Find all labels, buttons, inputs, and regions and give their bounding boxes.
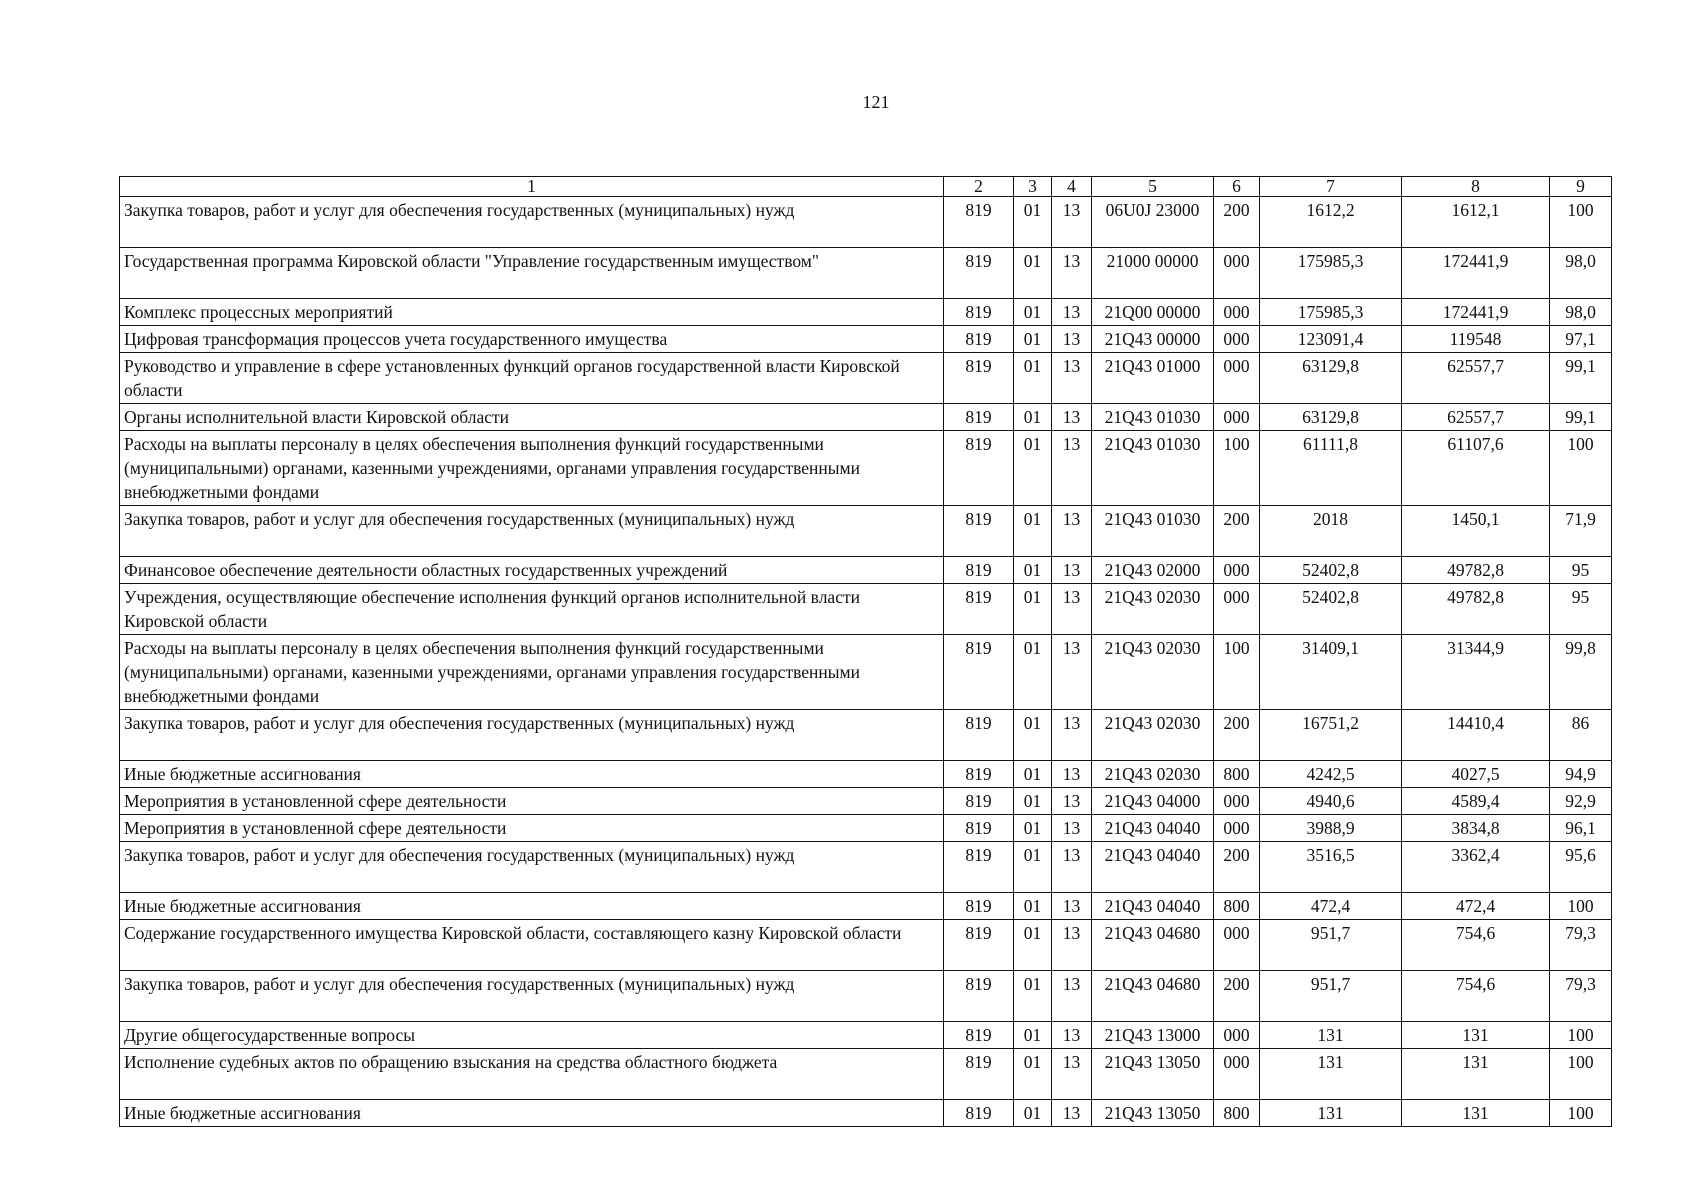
cell-col-5: 21Q43 01030 (1092, 404, 1214, 431)
row-name: Закупка товаров, работ и услуг для обеспечения государственных (муниципальных) нужд (120, 197, 944, 248)
row-name: Исполнение судебных актов по обращению взыскания на средства областного бюджета (120, 1049, 944, 1100)
column-header: 5 (1092, 177, 1214, 197)
table-row (120, 197, 1612, 248)
table-row (120, 326, 1612, 353)
cell-col-8: 14410,4 (1402, 710, 1550, 761)
cell-col-7: 175985,3 (1260, 248, 1402, 299)
cell-col-5: 21Q43 02030 (1092, 584, 1214, 635)
row-name: Закупка товаров, работ и услуг для обеспечения государственных (муниципальных) нужд (120, 842, 944, 893)
cell-col-8: 3834,8 (1402, 815, 1550, 842)
cell-col-9: 98,0 (1550, 248, 1612, 299)
cell-col-7: 123091,4 (1260, 326, 1402, 353)
column-header: 6 (1214, 177, 1260, 197)
cell-col-2: 819 (944, 761, 1014, 788)
column-header: 4 (1052, 177, 1092, 197)
cell-col-8: 61107,6 (1402, 431, 1550, 506)
table-row (120, 815, 1612, 842)
table-row (120, 893, 1612, 920)
cell-col-5: 21Q43 13000 (1092, 1022, 1214, 1049)
cell-col-2: 819 (944, 557, 1014, 584)
cell-col-4: 13 (1052, 557, 1092, 584)
row-name: Закупка товаров, работ и услуг для обеспечения государственных (муниципальных) нужд (120, 506, 944, 557)
cell-col-6: 800 (1214, 893, 1260, 920)
cell-col-4: 13 (1052, 1022, 1092, 1049)
cell-col-3: 01 (1014, 248, 1052, 299)
cell-col-3: 01 (1014, 920, 1052, 971)
cell-col-2: 819 (944, 815, 1014, 842)
cell-col-4: 13 (1052, 842, 1092, 893)
cell-col-4: 13 (1052, 1100, 1092, 1127)
cell-col-6: 000 (1214, 815, 1260, 842)
cell-col-2: 819 (944, 353, 1014, 404)
cell-col-2: 819 (944, 842, 1014, 893)
cell-col-4: 13 (1052, 971, 1092, 1022)
cell-col-5: 21Q43 13050 (1092, 1100, 1214, 1127)
cell-col-8: 754,6 (1402, 920, 1550, 971)
cell-col-6: 000 (1214, 248, 1260, 299)
cell-col-8: 172441,9 (1402, 299, 1550, 326)
cell-col-8: 472,4 (1402, 893, 1550, 920)
cell-col-6: 000 (1214, 584, 1260, 635)
cell-col-6: 000 (1214, 920, 1260, 971)
cell-col-2: 819 (944, 584, 1014, 635)
cell-col-2: 819 (944, 788, 1014, 815)
cell-col-9: 92,9 (1550, 788, 1612, 815)
cell-col-6: 000 (1214, 353, 1260, 404)
cell-col-2: 819 (944, 1022, 1014, 1049)
cell-col-5: 21Q43 00000 (1092, 326, 1214, 353)
cell-col-3: 01 (1014, 431, 1052, 506)
cell-col-8: 49782,8 (1402, 557, 1550, 584)
cell-col-4: 13 (1052, 353, 1092, 404)
cell-col-5: 21Q43 02030 (1092, 710, 1214, 761)
row-name: Органы исполнительной власти Кировской области (120, 404, 944, 431)
cell-col-7: 2018 (1260, 506, 1402, 557)
cell-col-4: 13 (1052, 710, 1092, 761)
column-header: 7 (1260, 177, 1402, 197)
cell-col-2: 819 (944, 635, 1014, 710)
cell-col-2: 819 (944, 404, 1014, 431)
cell-col-9: 79,3 (1550, 971, 1612, 1022)
table-row (120, 788, 1612, 815)
cell-col-9: 100 (1550, 431, 1612, 506)
cell-col-3: 01 (1014, 1049, 1052, 1100)
cell-col-7: 4242,5 (1260, 761, 1402, 788)
cell-col-8: 4589,4 (1402, 788, 1550, 815)
cell-col-9: 100 (1550, 1100, 1612, 1127)
cell-col-7: 472,4 (1260, 893, 1402, 920)
cell-col-3: 01 (1014, 635, 1052, 710)
cell-col-8: 1450,1 (1402, 506, 1550, 557)
table-row (120, 299, 1612, 326)
cell-col-8: 62557,7 (1402, 353, 1550, 404)
cell-col-9: 100 (1550, 893, 1612, 920)
cell-col-9: 86 (1550, 710, 1612, 761)
cell-col-4: 13 (1052, 1049, 1092, 1100)
table-row (120, 761, 1612, 788)
cell-col-5: 21Q43 04040 (1092, 842, 1214, 893)
cell-col-6: 000 (1214, 1022, 1260, 1049)
cell-col-7: 61111,8 (1260, 431, 1402, 506)
cell-col-4: 13 (1052, 893, 1092, 920)
cell-col-8: 131 (1402, 1100, 1550, 1127)
cell-col-3: 01 (1014, 557, 1052, 584)
table-row (120, 353, 1612, 404)
cell-col-9: 100 (1550, 1049, 1612, 1100)
table-row (120, 404, 1612, 431)
cell-col-2: 819 (944, 1049, 1014, 1100)
cell-col-5: 21Q43 04040 (1092, 893, 1214, 920)
cell-col-7: 16751,2 (1260, 710, 1402, 761)
row-name: Руководство и управление в сфере установленных функций органов государственной власти Кировской области (120, 353, 944, 404)
cell-col-7: 951,7 (1260, 971, 1402, 1022)
cell-col-7: 3516,5 (1260, 842, 1402, 893)
cell-col-6: 000 (1214, 557, 1260, 584)
cell-col-4: 13 (1052, 584, 1092, 635)
cell-col-3: 01 (1014, 761, 1052, 788)
row-name: Цифровая трансформация процессов учета государственного имущества (120, 326, 944, 353)
cell-col-6: 200 (1214, 842, 1260, 893)
cell-col-9: 98,0 (1550, 299, 1612, 326)
cell-col-2: 819 (944, 506, 1014, 557)
row-name: Мероприятия в установленной сфере деятельности (120, 788, 944, 815)
cell-col-5: 21Q43 02000 (1092, 557, 1214, 584)
row-name: Комплекс процессных мероприятий (120, 299, 944, 326)
cell-col-9: 79,3 (1550, 920, 1612, 971)
table-row (120, 557, 1612, 584)
cell-col-6: 200 (1214, 197, 1260, 248)
cell-col-4: 13 (1052, 299, 1092, 326)
cell-col-5: 21Q43 01030 (1092, 431, 1214, 506)
cell-col-4: 13 (1052, 197, 1092, 248)
cell-col-5: 21Q43 13050 (1092, 1049, 1214, 1100)
cell-col-9: 99,8 (1550, 635, 1612, 710)
budget-table (119, 176, 1612, 1127)
cell-col-4: 13 (1052, 635, 1092, 710)
column-header: 1 (120, 177, 944, 197)
cell-col-6: 000 (1214, 299, 1260, 326)
table-row (120, 710, 1612, 761)
cell-col-5: 21Q43 04040 (1092, 815, 1214, 842)
row-name: Содержание государственного имущества Кировской области, составляющего казну Кировской области (120, 920, 944, 971)
cell-col-3: 01 (1014, 815, 1052, 842)
cell-col-2: 819 (944, 893, 1014, 920)
cell-col-3: 01 (1014, 404, 1052, 431)
cell-col-2: 819 (944, 971, 1014, 1022)
table-row (120, 431, 1612, 506)
row-name: Мероприятия в установленной сфере деятельности (120, 815, 944, 842)
row-name: Иные бюджетные ассигнования (120, 1100, 944, 1127)
cell-col-6: 800 (1214, 761, 1260, 788)
cell-col-6: 100 (1214, 431, 1260, 506)
cell-col-6: 200 (1214, 710, 1260, 761)
cell-col-4: 13 (1052, 248, 1092, 299)
cell-col-7: 31409,1 (1260, 635, 1402, 710)
column-header: 8 (1402, 177, 1550, 197)
table-row (120, 920, 1612, 971)
table-row (120, 248, 1612, 299)
cell-col-3: 01 (1014, 584, 1052, 635)
cell-col-8: 4027,5 (1402, 761, 1550, 788)
cell-col-3: 01 (1014, 506, 1052, 557)
cell-col-3: 01 (1014, 971, 1052, 1022)
cell-col-7: 131 (1260, 1049, 1402, 1100)
cell-col-2: 819 (944, 431, 1014, 506)
table-row (120, 842, 1612, 893)
cell-col-9: 97,1 (1550, 326, 1612, 353)
cell-col-3: 01 (1014, 326, 1052, 353)
cell-col-9: 100 (1550, 1022, 1612, 1049)
cell-col-8: 172441,9 (1402, 248, 1550, 299)
cell-col-6: 000 (1214, 788, 1260, 815)
table-row (120, 635, 1612, 710)
cell-col-3: 01 (1014, 710, 1052, 761)
cell-col-4: 13 (1052, 815, 1092, 842)
column-header: 9 (1550, 177, 1612, 197)
row-name: Учреждения, осуществляющие обеспечение исполнения функций органов исполнительной власти Кировской области (120, 584, 944, 635)
cell-col-7: 63129,8 (1260, 404, 1402, 431)
cell-col-9: 100 (1550, 197, 1612, 248)
cell-col-8: 62557,7 (1402, 404, 1550, 431)
cell-col-8: 131 (1402, 1049, 1550, 1100)
page-number: 121 (862, 92, 890, 112)
row-name: Иные бюджетные ассигнования (120, 893, 944, 920)
cell-col-8: 31344,9 (1402, 635, 1550, 710)
table-body (120, 197, 1612, 1127)
cell-col-7: 3988,9 (1260, 815, 1402, 842)
table-row (120, 971, 1612, 1022)
column-header: 2 (944, 177, 1014, 197)
cell-col-9: 95 (1550, 584, 1612, 635)
cell-col-2: 819 (944, 1100, 1014, 1127)
cell-col-5: 21Q43 04680 (1092, 920, 1214, 971)
cell-col-2: 819 (944, 197, 1014, 248)
row-name: Расходы на выплаты персоналу в целях обеспечения выполнения функций государственными (муниципальными) органами, казенными учреждениями, органами управления государственными внебюджетными фондами (120, 635, 944, 710)
cell-col-9: 99,1 (1550, 353, 1612, 404)
cell-col-4: 13 (1052, 431, 1092, 506)
cell-col-5: 21Q43 04680 (1092, 971, 1214, 1022)
cell-col-5: 21Q00 00000 (1092, 299, 1214, 326)
cell-col-6: 000 (1214, 326, 1260, 353)
cell-col-6: 000 (1214, 404, 1260, 431)
cell-col-5: 21Q43 02030 (1092, 635, 1214, 710)
cell-col-7: 63129,8 (1260, 353, 1402, 404)
cell-col-5: 21Q43 02030 (1092, 761, 1214, 788)
cell-col-2: 819 (944, 326, 1014, 353)
column-number-row (120, 177, 1612, 197)
cell-col-6: 100 (1214, 635, 1260, 710)
cell-col-6: 800 (1214, 1100, 1260, 1127)
cell-col-5: 21Q43 01030 (1092, 506, 1214, 557)
cell-col-9: 95 (1550, 557, 1612, 584)
cell-col-5: 21000 00000 (1092, 248, 1214, 299)
table-row (120, 506, 1612, 557)
cell-col-7: 131 (1260, 1022, 1402, 1049)
cell-col-6: 000 (1214, 1049, 1260, 1100)
cell-col-2: 819 (944, 299, 1014, 326)
cell-col-3: 01 (1014, 788, 1052, 815)
cell-col-7: 951,7 (1260, 920, 1402, 971)
cell-col-6: 200 (1214, 506, 1260, 557)
cell-col-8: 3362,4 (1402, 842, 1550, 893)
cell-col-5: 21Q43 04000 (1092, 788, 1214, 815)
cell-col-2: 819 (944, 710, 1014, 761)
cell-col-7: 175985,3 (1260, 299, 1402, 326)
cell-col-4: 13 (1052, 404, 1092, 431)
cell-col-7: 131 (1260, 1100, 1402, 1127)
cell-col-2: 819 (944, 920, 1014, 971)
cell-col-9: 94,9 (1550, 761, 1612, 788)
row-name: Закупка товаров, работ и услуг для обеспечения государственных (муниципальных) нужд (120, 971, 944, 1022)
cell-col-7: 1612,2 (1260, 197, 1402, 248)
cell-col-9: 95,6 (1550, 842, 1612, 893)
cell-col-8: 119548 (1402, 326, 1550, 353)
row-name: Государственная программа Кировской области "Управление государственным имуществом" (120, 248, 944, 299)
cell-col-9: 96,1 (1550, 815, 1612, 842)
cell-col-3: 01 (1014, 893, 1052, 920)
cell-col-4: 13 (1052, 788, 1092, 815)
table-row (120, 1049, 1612, 1100)
cell-col-7: 4940,6 (1260, 788, 1402, 815)
cell-col-8: 754,6 (1402, 971, 1550, 1022)
cell-col-2: 819 (944, 248, 1014, 299)
table-row (120, 1100, 1612, 1127)
cell-col-3: 01 (1014, 1100, 1052, 1127)
table-row (120, 1022, 1612, 1049)
cell-col-8: 1612,1 (1402, 197, 1550, 248)
row-name: Закупка товаров, работ и услуг для обеспечения государственных (муниципальных) нужд (120, 710, 944, 761)
row-name: Иные бюджетные ассигнования (120, 761, 944, 788)
cell-col-4: 13 (1052, 326, 1092, 353)
cell-col-7: 52402,8 (1260, 584, 1402, 635)
cell-col-3: 01 (1014, 842, 1052, 893)
cell-col-9: 71,9 (1550, 506, 1612, 557)
cell-col-3: 01 (1014, 1022, 1052, 1049)
row-name: Финансовое обеспечение деятельности областных государственных учреждений (120, 557, 944, 584)
cell-col-3: 01 (1014, 299, 1052, 326)
cell-col-4: 13 (1052, 761, 1092, 788)
cell-col-3: 01 (1014, 197, 1052, 248)
cell-col-8: 49782,8 (1402, 584, 1550, 635)
row-name: Другие общегосударственные вопросы (120, 1022, 944, 1049)
cell-col-5: 21Q43 01000 (1092, 353, 1214, 404)
cell-col-4: 13 (1052, 506, 1092, 557)
cell-col-3: 01 (1014, 353, 1052, 404)
cell-col-6: 200 (1214, 971, 1260, 1022)
column-header: 3 (1014, 177, 1052, 197)
table-row (120, 584, 1612, 635)
cell-col-5: 06U0J 23000 (1092, 197, 1214, 248)
cell-col-4: 13 (1052, 920, 1092, 971)
cell-col-7: 52402,8 (1260, 557, 1402, 584)
cell-col-9: 99,1 (1550, 404, 1612, 431)
cell-col-8: 131 (1402, 1022, 1550, 1049)
row-name: Расходы на выплаты персоналу в целях обеспечения выполнения функций государственными (муниципальными) органами, казенными учреждениями, органами управления государственными внебюджетными фондами (120, 431, 944, 506)
